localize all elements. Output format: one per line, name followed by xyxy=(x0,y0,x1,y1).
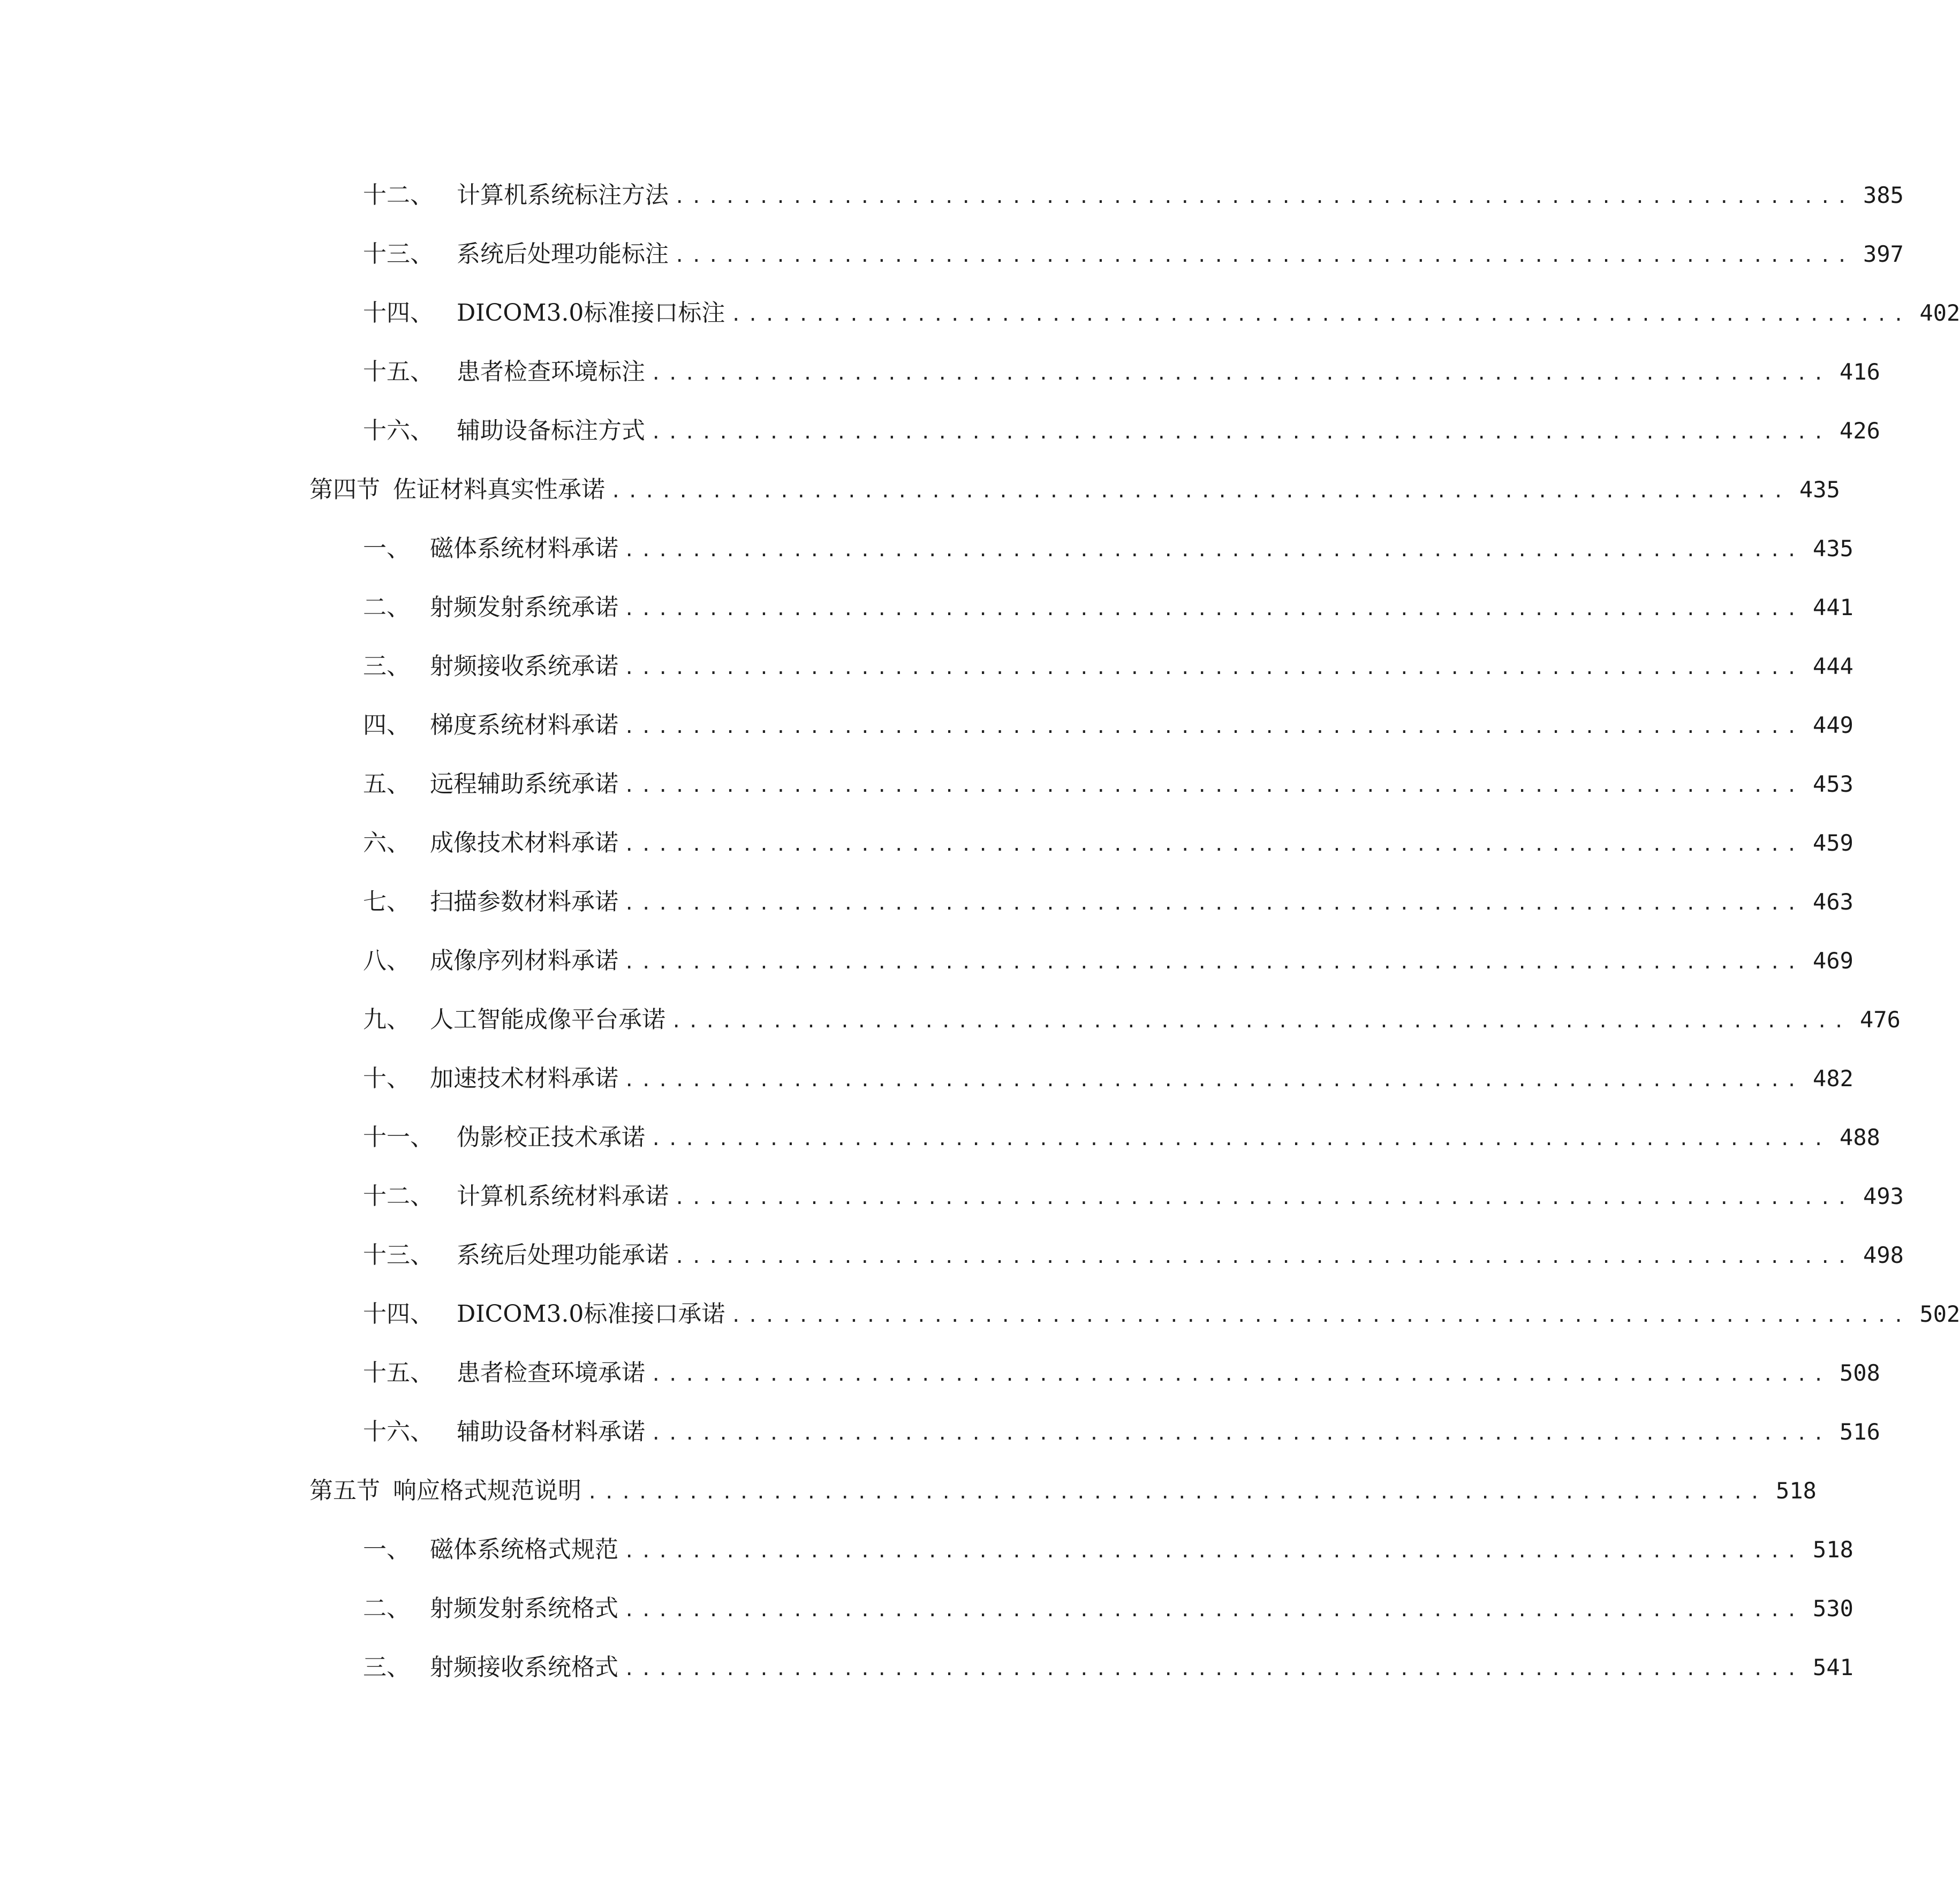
toc-entry-page-number: 402 xyxy=(1919,300,1960,326)
toc-entry-page-number: 469 xyxy=(1813,948,1853,974)
toc-entry-number: 八、 xyxy=(363,947,410,974)
toc-entry-page-number: 476 xyxy=(1860,1006,1901,1033)
toc-dot-leader: ...................................................................... xyxy=(650,422,1830,443)
toc-entry-title: 患者检查环境承诺 xyxy=(457,1359,645,1387)
toc-entry-number: 二、 xyxy=(363,594,410,621)
toc-dot-leader: ...................................................................... xyxy=(671,1011,1850,1032)
toc-section-title: 响应格式规范说明 xyxy=(393,1477,581,1504)
toc-entry-number: 十五、 xyxy=(363,1359,434,1387)
toc-dot-leader: ...................................................................... xyxy=(624,893,1803,914)
toc-entry-page-number: 449 xyxy=(1813,712,1853,738)
toc-dot-leader: ...................................................................... xyxy=(650,1364,1830,1385)
toc-entry[interactable] xyxy=(309,225,1904,284)
toc-entry-title: 计算机系统材料承诺 xyxy=(457,1183,669,1210)
toc-dot-leader: ...................................................................... xyxy=(624,1659,1803,1680)
toc-entry-number: 十五、 xyxy=(363,358,434,385)
toc-entry-number: 十、 xyxy=(363,1065,410,1092)
toc-entry-page-number: 498 xyxy=(1863,1242,1904,1268)
toc-section-number: 第五节 xyxy=(309,1477,380,1504)
toc-entry-page-number: 541 xyxy=(1813,1654,1853,1680)
toc-entry[interactable] xyxy=(309,755,1853,814)
toc-entry-title: DICOM3.0标准接口承诺 xyxy=(457,1300,725,1328)
toc-entry-number: 十四、 xyxy=(363,299,434,327)
toc-entry-title: 系统后处理功能承诺 xyxy=(457,1241,669,1269)
toc-entry-number: 三、 xyxy=(363,653,410,680)
toc-dot-leader: ...................................................................... xyxy=(674,1246,1853,1268)
toc-entry[interactable] xyxy=(309,166,1904,225)
toc-dot-leader: ...................................................................... xyxy=(624,657,1803,679)
toc-entry-number: 十二、 xyxy=(363,181,434,209)
toc-entry-page-number: 397 xyxy=(1863,241,1904,267)
toc-entry-page-number: 518 xyxy=(1776,1478,1817,1504)
toc-entry[interactable] xyxy=(309,1403,1880,1461)
toc-entry-title: DICOM3.0标准接口标注 xyxy=(457,299,725,327)
toc-entry-title: 辅助设备材料承诺 xyxy=(457,1418,645,1445)
toc-entry-number: 十三、 xyxy=(363,240,434,268)
toc-dot-leader: ...................................................................... xyxy=(730,1305,1910,1327)
toc-entry[interactable] xyxy=(309,1226,1904,1285)
toc-entry[interactable] xyxy=(309,1285,1960,1344)
toc-entry-number: 十二、 xyxy=(363,1183,434,1210)
toc-entry-number: 十六、 xyxy=(363,1418,434,1445)
toc-dot-leader: ...................................................................... xyxy=(624,540,1803,561)
toc-entry-page-number: 453 xyxy=(1813,771,1853,797)
toc-dot-leader: ...................................................................... xyxy=(610,481,1790,502)
toc-dot-leader: ...................................................................... xyxy=(674,245,1853,267)
toc-entry-number: 五、 xyxy=(363,770,410,798)
toc-entry-number: 九、 xyxy=(363,1006,410,1033)
toc-entry-title: 伪影校正技术承诺 xyxy=(457,1124,645,1151)
toc-entry-number: 十一、 xyxy=(363,1124,434,1151)
toc-dot-leader: ...................................................................... xyxy=(650,363,1830,384)
toc-entry-title: 患者检查环境标注 xyxy=(457,358,645,385)
toc-entry[interactable] xyxy=(309,1520,1853,1579)
toc-entry-page-number: 482 xyxy=(1813,1065,1853,1092)
toc-dot-leader: ...................................................................... xyxy=(624,775,1803,797)
table-of-contents xyxy=(309,166,1960,1697)
toc-entry-title: 远程辅助系统承诺 xyxy=(430,770,618,798)
toc-entry[interactable] xyxy=(309,402,1880,460)
toc-entry-page-number: 488 xyxy=(1840,1124,1880,1150)
toc-entry-page-number: 435 xyxy=(1799,476,1840,503)
toc-dot-leader: ...................................................................... xyxy=(587,1482,1766,1503)
toc-dot-leader: ...................................................................... xyxy=(624,1541,1803,1562)
toc-dot-leader: ...................................................................... xyxy=(624,1070,1803,1091)
toc-entry[interactable] xyxy=(309,1049,1853,1108)
toc-dot-leader: ...................................................................... xyxy=(624,599,1803,620)
toc-dot-leader: ...................................................................... xyxy=(624,952,1803,973)
toc-entry-title: 加速技术材料承诺 xyxy=(430,1065,618,1092)
toc-entry-number: 十六、 xyxy=(363,417,434,444)
toc-entry-title: 磁体系统格式规范 xyxy=(430,1536,618,1563)
toc-dot-leader: ...................................................................... xyxy=(624,716,1803,738)
toc-entry-page-number: 435 xyxy=(1813,535,1853,562)
toc-entry-page-number: 463 xyxy=(1813,889,1853,915)
toc-entry-page-number: 416 xyxy=(1840,359,1880,385)
toc-dot-leader: ...................................................................... xyxy=(624,834,1803,855)
toc-entry[interactable] xyxy=(309,696,1853,755)
toc-entry-page-number: 530 xyxy=(1813,1595,1853,1622)
toc-entry-number: 十三、 xyxy=(363,1241,434,1269)
toc-entry-number: 一、 xyxy=(363,535,410,562)
toc-entry[interactable] xyxy=(309,1638,1853,1697)
toc-entry-title: 人工智能成像平台承诺 xyxy=(430,1006,665,1033)
toc-entry[interactable] xyxy=(309,519,1853,578)
toc-entry-page-number: 444 xyxy=(1813,653,1853,679)
toc-entry-title: 射频接收系统承诺 xyxy=(430,653,618,680)
toc-entry-title: 射频接收系统格式 xyxy=(430,1654,618,1681)
toc-section-title: 佐证材料真实性承诺 xyxy=(393,476,605,503)
toc-entry-number: 三、 xyxy=(363,1654,410,1681)
toc-entry-page-number: 518 xyxy=(1813,1536,1853,1563)
toc-entry[interactable] xyxy=(309,1167,1904,1226)
toc-entry-title: 辅助设备标注方式 xyxy=(457,417,645,444)
toc-entry-number: 二、 xyxy=(363,1595,410,1622)
toc-entry-page-number: 502 xyxy=(1919,1301,1960,1327)
toc-entry[interactable] xyxy=(309,1579,1853,1638)
toc-section-number: 第四节 xyxy=(309,476,380,503)
toc-entry[interactable] xyxy=(309,932,1853,990)
toc-entry-title: 成像序列材料承诺 xyxy=(430,947,618,974)
toc-dot-leader: ...................................................................... xyxy=(674,1187,1853,1209)
toc-entry[interactable] xyxy=(309,1344,1880,1403)
toc-entry-title: 磁体系统材料承诺 xyxy=(430,535,618,562)
toc-dot-leader: ...................................................................... xyxy=(650,1423,1830,1444)
toc-entry-number: 四、 xyxy=(363,711,410,739)
toc-entry-page-number: 516 xyxy=(1840,1419,1880,1445)
toc-entry-number: 一、 xyxy=(363,1536,410,1563)
toc-entry[interactable] xyxy=(309,578,1853,637)
toc-entry-title: 系统后处理功能标注 xyxy=(457,240,669,268)
toc-entry-page-number: 459 xyxy=(1813,830,1853,856)
toc-section-heading[interactable] xyxy=(309,1461,1817,1520)
toc-entry-title: 射频发射系统承诺 xyxy=(430,594,618,621)
toc-entry-title: 成像技术材料承诺 xyxy=(430,829,618,857)
toc-entry-page-number: 441 xyxy=(1813,594,1853,620)
toc-dot-leader: ...................................................................... xyxy=(730,304,1910,325)
toc-entry-number: 七、 xyxy=(363,888,410,915)
toc-entry-number: 六、 xyxy=(363,829,410,857)
toc-entry[interactable] xyxy=(309,284,1960,343)
toc-section-heading[interactable] xyxy=(309,460,1840,519)
toc-entry[interactable] xyxy=(309,990,1901,1049)
toc-entry-title: 计算机系统标注方法 xyxy=(457,181,669,209)
toc-dot-leader: ...................................................................... xyxy=(674,186,1853,208)
toc-entry-page-number: 508 xyxy=(1840,1360,1880,1386)
toc-dot-leader: ...................................................................... xyxy=(624,1600,1803,1621)
toc-entry[interactable] xyxy=(309,873,1853,932)
toc-dot-leader: ...................................................................... xyxy=(650,1129,1830,1150)
toc-entry-page-number: 426 xyxy=(1840,418,1880,444)
toc-entry-title: 梯度系统材料承诺 xyxy=(430,711,618,739)
toc-entry[interactable] xyxy=(309,343,1880,402)
toc-entry[interactable] xyxy=(309,637,1853,696)
toc-entry-title: 扫描参数材料承诺 xyxy=(430,888,618,915)
toc-entry-page-number: 385 xyxy=(1863,182,1904,208)
toc-entry[interactable] xyxy=(309,1108,1880,1167)
toc-entry-page-number: 493 xyxy=(1863,1183,1904,1209)
toc-entry-number: 十四、 xyxy=(363,1300,434,1328)
toc-entry-title: 射频发射系统格式 xyxy=(430,1595,618,1622)
toc-entry[interactable] xyxy=(309,814,1853,873)
